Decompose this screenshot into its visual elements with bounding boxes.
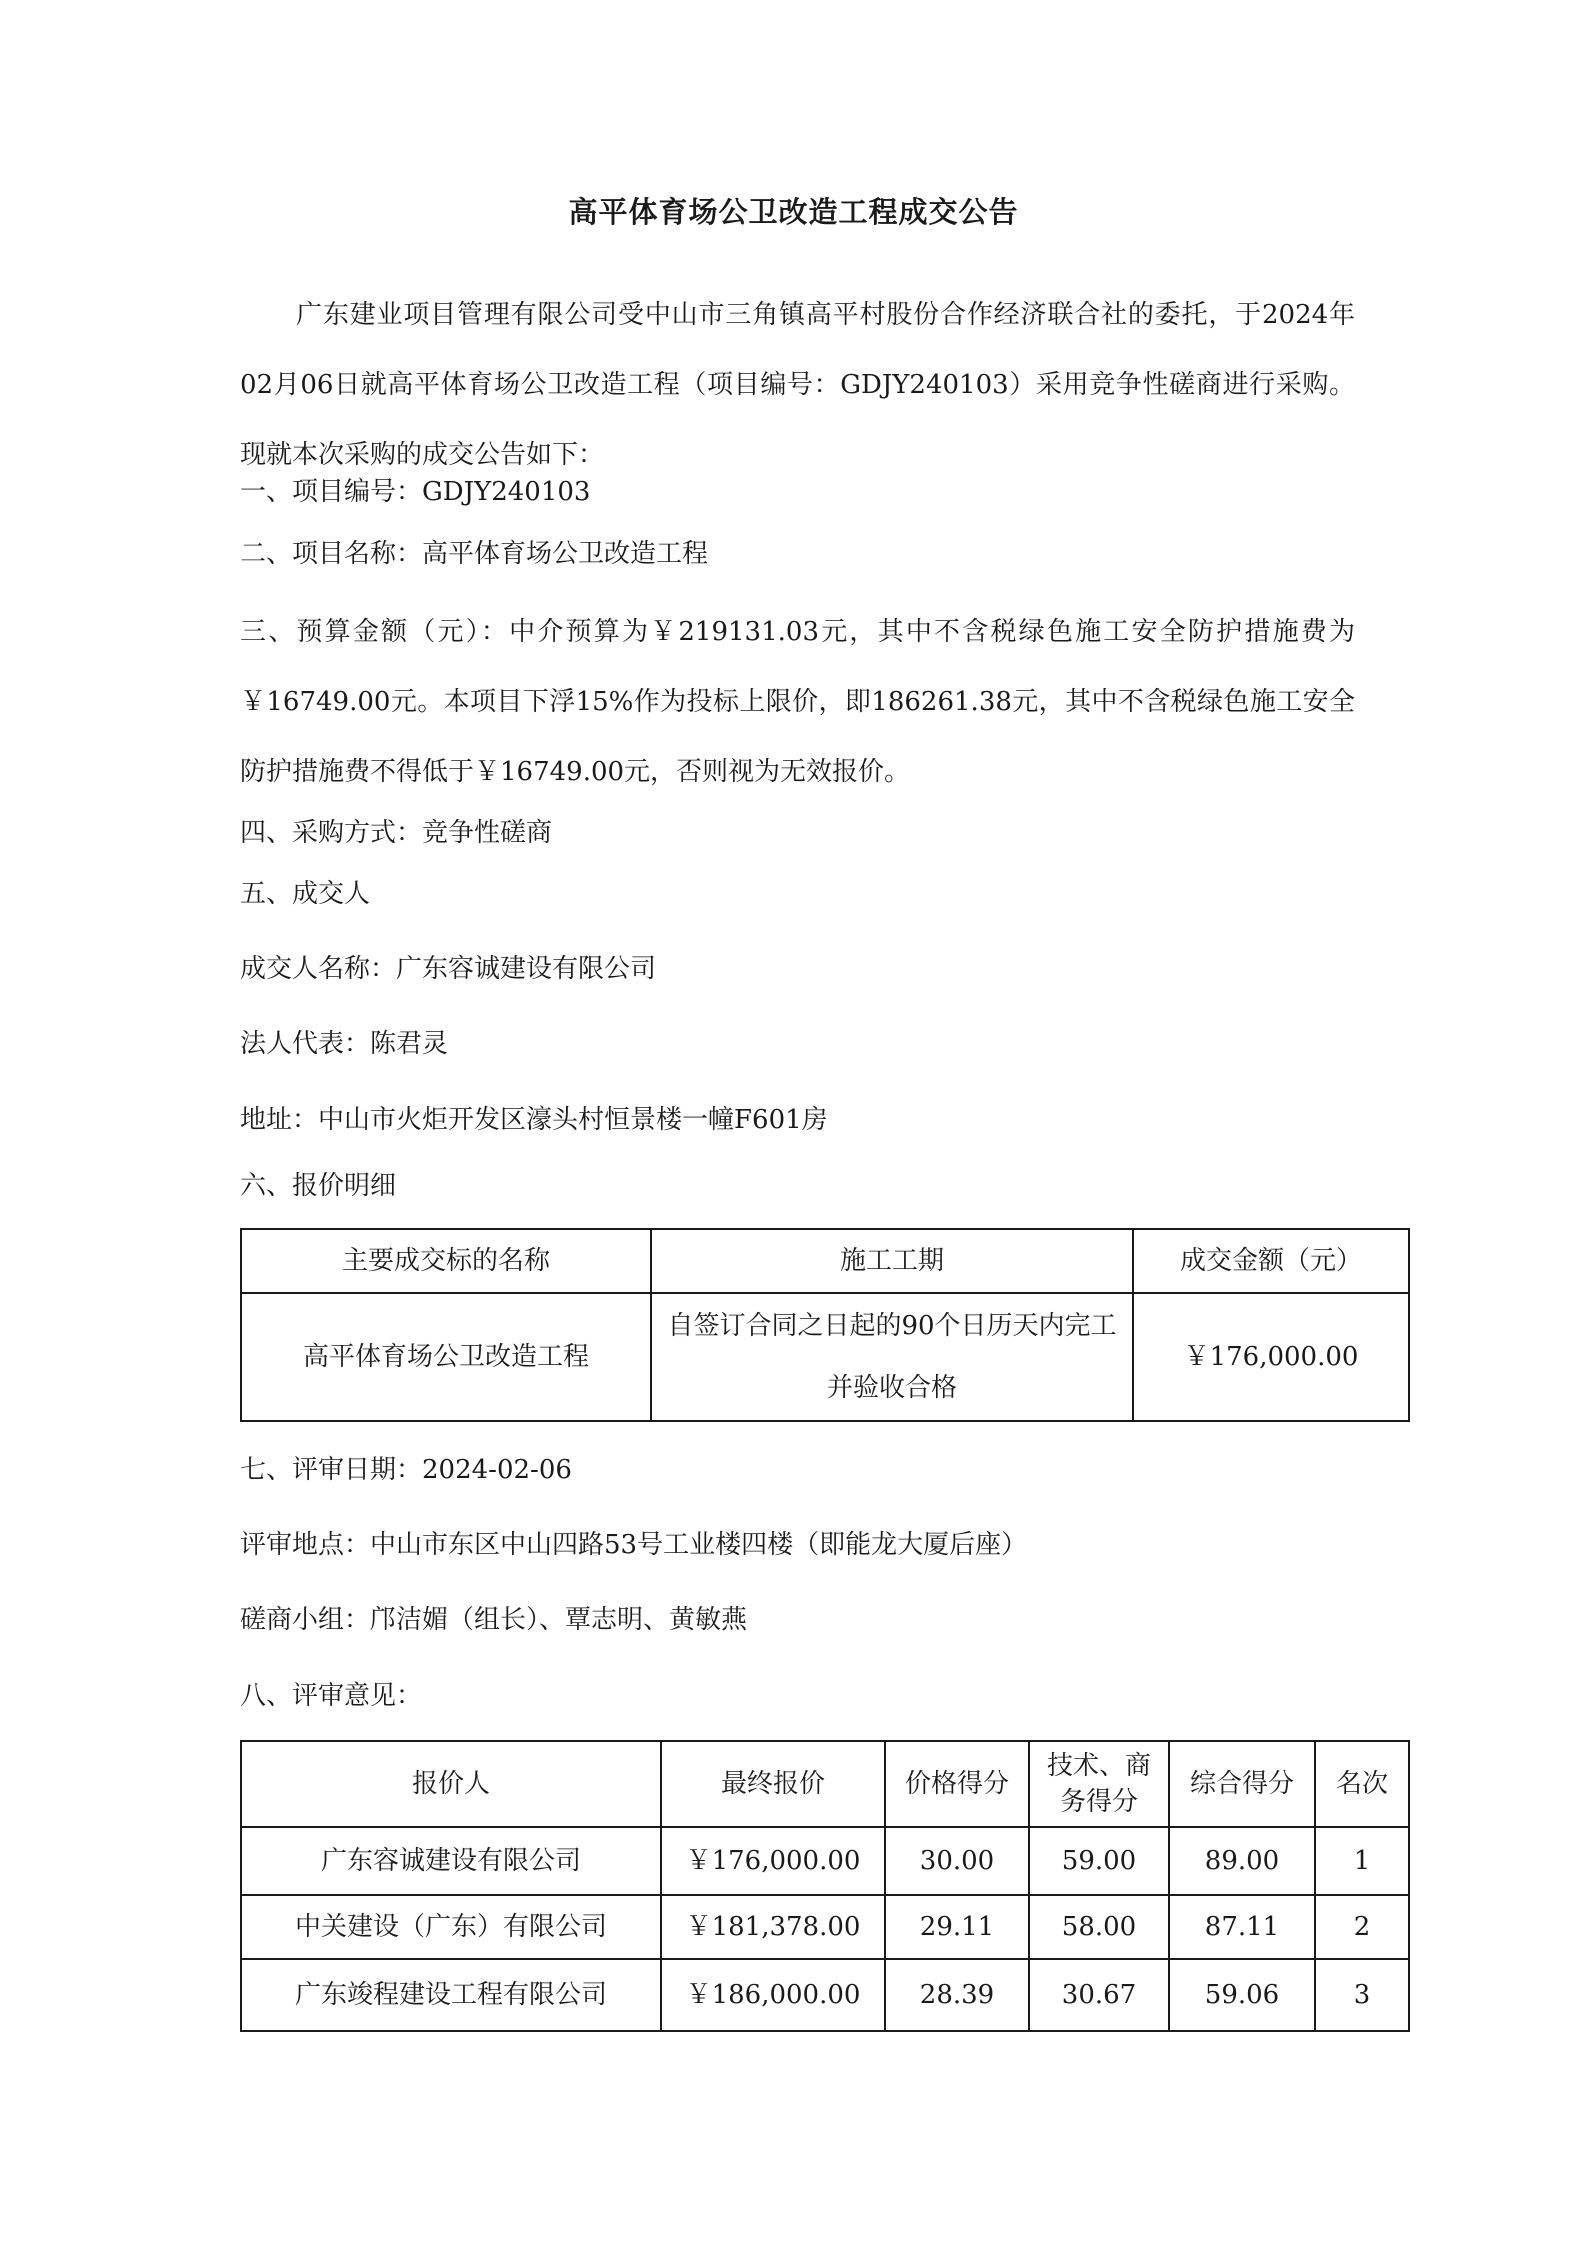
review-price: ￥181,378.00 xyxy=(661,1895,885,1959)
quote-header-amount: 成交金额（元） xyxy=(1133,1229,1409,1293)
review-table xyxy=(240,1740,1410,2032)
review-rank: 2 xyxy=(1315,1895,1409,1959)
quote-heading: 六、报价明细 xyxy=(240,1171,397,1201)
review-header-bidder: 报价人 xyxy=(241,1741,661,1827)
review-date: 七、评审日期：2024-02-06 xyxy=(240,1455,572,1485)
review-bidder: 广东容诚建设有限公司 xyxy=(241,1827,661,1895)
winner-name: 成交人名称：广东容诚建设有限公司 xyxy=(240,954,657,984)
quote-table-header-row xyxy=(241,1229,1409,1293)
budget-paragraph: 三、预算金额（元）：中介预算为￥219131.03元，其中不含税绿色施工安全防护措施费为￥16749.00元。本项目下浮15%作为投标上限价，即186261.38元，其中不含税绿色施工安全防护措施费不得低于￥16749.00元，否则视为无效报价。 xyxy=(240,617,1355,787)
legal-representative: 法人代表：陈君灵 xyxy=(240,1029,449,1059)
opinion-heading: 八、评审意见： xyxy=(240,1681,423,1711)
review-header-price: 最终报价 xyxy=(661,1741,885,1827)
review-table-header-row xyxy=(241,1741,1409,1827)
quote-table xyxy=(240,1228,1410,1422)
quote-item-amount: ￥176,000.00 xyxy=(1133,1293,1409,1421)
review-header-rank: 名次 xyxy=(1315,1741,1409,1827)
review-table-row xyxy=(241,1827,1409,1895)
review-price-score: 30.00 xyxy=(885,1827,1029,1895)
project-name: 二、项目名称：高平体育场公卫改造工程 xyxy=(240,539,709,569)
review-price: ￥176,000.00 xyxy=(661,1827,885,1895)
review-price: ￥186,000.00 xyxy=(661,1959,885,2031)
negotiation-panel: 磋商小组：邝洁媚（组长）、覃志明、黄敏燕 xyxy=(240,1605,748,1635)
procurement-method: 四、采购方式：竞争性磋商 xyxy=(240,818,553,848)
quote-header-period: 施工工期 xyxy=(651,1229,1133,1293)
document-title: 高平体育场公卫改造工程成交公告 xyxy=(568,195,1019,229)
quote-item-period: 自签订合同之日起的90个日历天内完工并验收合格 xyxy=(651,1293,1133,1421)
review-total: 89.00 xyxy=(1169,1827,1315,1895)
quote-item-name: 高平体育场公卫改造工程 xyxy=(241,1293,651,1421)
review-header-total: 综合得分 xyxy=(1169,1741,1315,1827)
review-header-price-score: 价格得分 xyxy=(885,1741,1029,1827)
project-number: 一、项目编号：GDJY240103 xyxy=(240,477,591,507)
review-bidder: 广东竣程建设工程有限公司 xyxy=(241,1959,661,2031)
quote-header-name: 主要成交标的名称 xyxy=(241,1229,651,1293)
review-bidder: 中关建设（广东）有限公司 xyxy=(241,1895,661,1959)
review-header-tech-score: 技术、商务得分 xyxy=(1029,1741,1169,1827)
winner-heading: 五、成交人 xyxy=(240,879,371,909)
review-place: 评审地点：中山市东区中山四路53号工业楼四楼（即能龙大厦后座） xyxy=(240,1530,1028,1560)
intro-paragraph: 广东建业项目管理有限公司受中山市三角镇高平村股份合作经济联合社的委托，于2024年02月06日就高平体育场公卫改造工程（项目编号：GDJY240103）采用竞争性磋商进行采购。现就本次采购的成交公告如下： xyxy=(240,300,1355,470)
review-tech-score: 59.00 xyxy=(1029,1827,1169,1895)
review-rank: 1 xyxy=(1315,1827,1409,1895)
review-table-row xyxy=(241,1959,1409,2031)
winner-address: 地址：中山市火炬开发区濠头村恒景楼一幢F601房 xyxy=(240,1105,828,1135)
review-rank: 3 xyxy=(1315,1959,1409,2031)
quote-table-row xyxy=(241,1293,1409,1421)
review-tech-score: 30.67 xyxy=(1029,1959,1169,2031)
review-total: 87.11 xyxy=(1169,1895,1315,1959)
review-table-row xyxy=(241,1895,1409,1959)
review-total: 59.06 xyxy=(1169,1959,1315,2031)
review-price-score: 29.11 xyxy=(885,1895,1029,1959)
review-tech-score: 58.00 xyxy=(1029,1895,1169,1959)
review-price-score: 28.39 xyxy=(885,1959,1029,2031)
